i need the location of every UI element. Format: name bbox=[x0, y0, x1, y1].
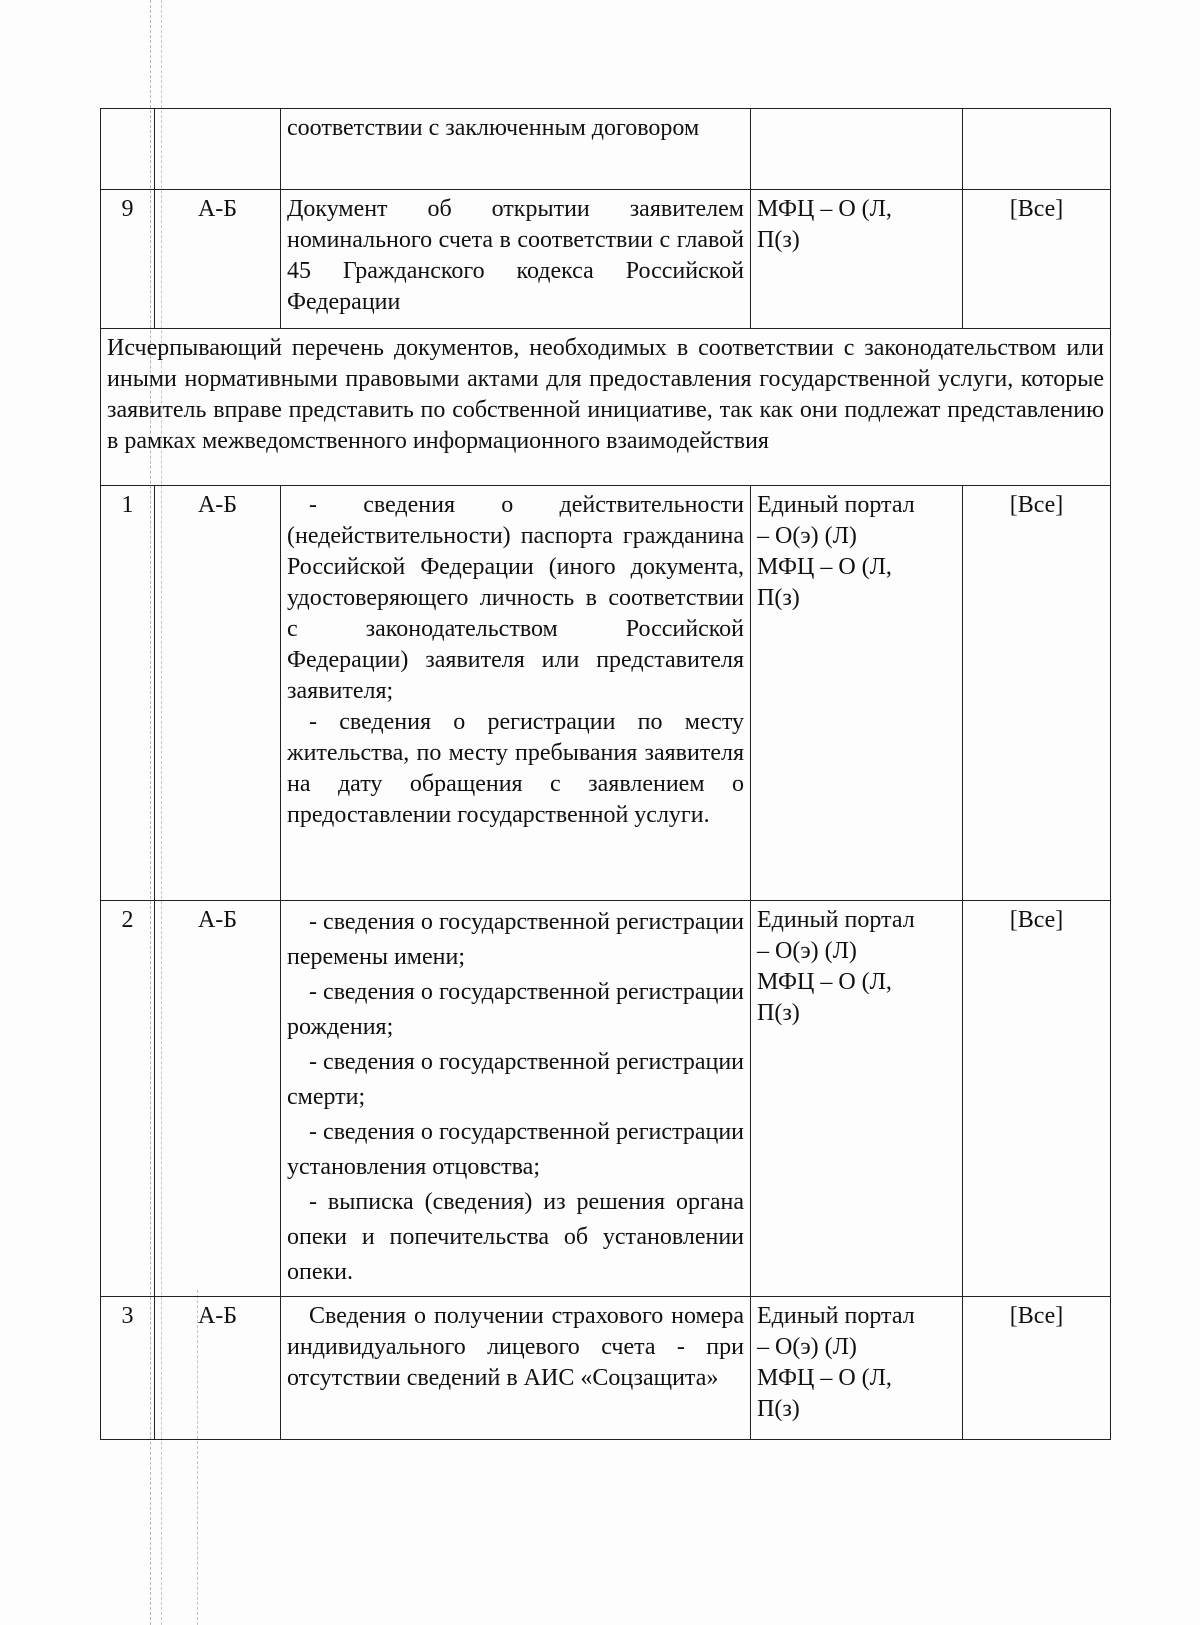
applicant-category bbox=[155, 109, 281, 190]
section-heading: Исчерпывающий перечень документов, необходимых в соответствии с законодательством или иными нормативными правовыми актами для предоставления государственной услуги, которые заявитель вправе представить по собственной инициативе, так как они подлежат представлению в рамках межведомственного информационного взаимодействия bbox=[101, 329, 1111, 486]
row-number: 3 bbox=[101, 1297, 155, 1440]
table-row bbox=[101, 1297, 1111, 1440]
document-item: - сведения о государственной регистрации установления отцовства; bbox=[287, 1119, 744, 1180]
submission-method bbox=[751, 109, 963, 190]
document-description: Документ об открытии заявителем номинального счета в соответствии с главой 45 Гражданского кодекса Российской Федерации bbox=[281, 190, 751, 329]
applicability: [Все] bbox=[963, 190, 1111, 329]
document-item: - сведения о государственной регистрации рождения; bbox=[287, 979, 744, 1040]
applicant-category: А-Б bbox=[155, 901, 281, 1297]
submission-method: Единый портал – О(э) (Л) МФЦ – О (Л, П(з) bbox=[751, 1297, 963, 1440]
submission-method: Единый портал – О(э) (Л) МФЦ – О (Л, П(з) bbox=[751, 486, 963, 901]
table-row bbox=[101, 109, 1111, 190]
applicability: [Все] bbox=[963, 901, 1111, 1297]
document-description bbox=[281, 1297, 751, 1440]
table-row bbox=[101, 901, 1111, 1297]
applicant-category: А-Б bbox=[155, 190, 281, 329]
document-item: - сведения о действительности (недействительности) паспорта гражданина Российской Федерации (иного документа, удостоверяющего личность в соответствии с законодательством Российской Федерации) заявителя или представителя заявителя; bbox=[287, 492, 744, 704]
row-number: 2 bbox=[101, 901, 155, 1297]
document-description bbox=[281, 901, 751, 1297]
applicability: [Все] bbox=[963, 1297, 1111, 1440]
document-description: соответствии с заключенным договором bbox=[281, 109, 751, 190]
document-item: Сведения о получении страхового номера индивидуального лицевого счета - при отсутствии сведений в АИС «Соцзащита» bbox=[287, 1303, 744, 1391]
documents-table bbox=[100, 108, 1111, 1440]
document-item: - сведения о государственной регистрации смерти; bbox=[287, 1049, 744, 1110]
applicant-category: А-Б bbox=[155, 1297, 281, 1440]
document-item: - сведения о государственной регистрации перемены имени; bbox=[287, 909, 744, 970]
applicability bbox=[963, 109, 1111, 190]
table-row bbox=[101, 190, 1111, 329]
applicability: [Все] bbox=[963, 486, 1111, 901]
applicant-category: А-Б bbox=[155, 486, 281, 901]
table-row bbox=[101, 486, 1111, 901]
row-number: 9 bbox=[101, 190, 155, 329]
document-description bbox=[281, 486, 751, 901]
submission-method: Единый портал – О(э) (Л) МФЦ – О (Л, П(з) bbox=[751, 901, 963, 1297]
submission-method: МФЦ – О (Л, П(з) bbox=[751, 190, 963, 329]
row-number: 1 bbox=[101, 486, 155, 901]
row-number bbox=[101, 109, 155, 190]
document-item: - выписка (сведения) из решения органа опеки и попечительства об установлении опеки. bbox=[287, 1189, 744, 1285]
section-heading-row bbox=[101, 329, 1111, 486]
document-item: - сведения о регистрации по месту жительства, по месту пребывания заявителя на дату обращения с заявлением о предоставлении государственной услуги. bbox=[287, 709, 744, 828]
